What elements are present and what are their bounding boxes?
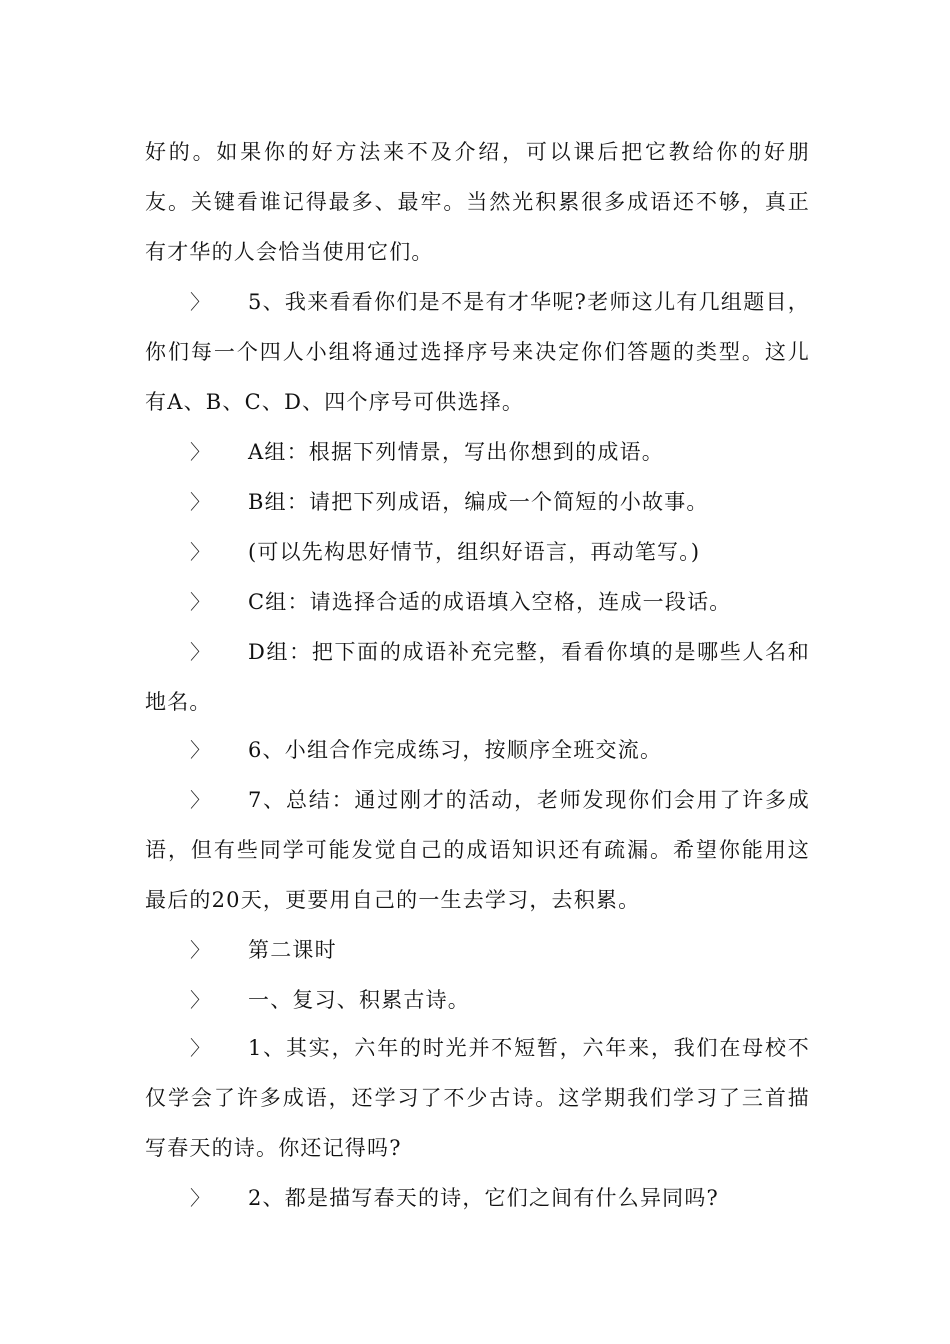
paragraph-text: 一、复习、积累古诗。 [248,988,470,1012]
paragraph-text: 2、都是描写春天的诗，它们之间有什么异同吗? [248,1186,720,1210]
paragraph-text: B组：请把下列成语，编成一个简短的小故事。 [248,490,709,514]
paragraph-step-5 [145,277,810,427]
section-heading-review-poems [145,975,810,1025]
bullet-arrow-icon: 〉 [190,738,212,762]
bullet-arrow-icon: 〉 [190,1036,212,1060]
bullet-arrow-icon: 〉 [190,640,212,664]
bullet-arrow-icon: 〉 [190,290,212,314]
paragraph-text: A组：根据下列情景，写出你想到的成语。 [248,440,664,464]
paragraph-poem-step-2 [145,1173,810,1223]
paragraph-text: 6、小组合作完成练习，按顺序全班交流。 [248,738,663,762]
paragraph-text: 第二课时 [248,938,337,962]
paragraph-step-7-summary [145,775,810,925]
paragraph-text: 1、其实，六年的时光并不短暂，六年来，我们在母校不仅学会了许多成语，还学习了不少古诗。这学期我们学习了三首描写春天的诗。你还记得吗? [145,1036,810,1160]
bullet-arrow-icon: 〉 [190,788,212,812]
paragraph-group-b-note [145,527,810,577]
paragraph-text: 好的。如果你的好方法来不及介绍，可以课后把它教给你的好朋友。关键看谁记得最多、最牢。当然光积累很多成语还不够，真正有才华的人会恰当使用它们。 [145,140,810,264]
paragraph-group-c [145,577,810,627]
bullet-arrow-icon: 〉 [190,440,212,464]
paragraph-text: (可以先构思好情节，组织好语言，再动笔写。) [248,540,701,564]
paragraph-group-b [145,477,810,527]
paragraph-poem-step-1 [145,1023,810,1173]
bullet-arrow-icon: 〉 [190,490,212,514]
bullet-arrow-icon: 〉 [190,590,212,614]
paragraph-text: C组：请选择合适的成语填入空格，连成一段话。 [248,590,732,614]
bullet-arrow-icon: 〉 [190,1186,212,1210]
bullet-arrow-icon: 〉 [190,540,212,564]
bullet-arrow-icon: 〉 [190,988,212,1012]
bullet-arrow-icon: 〉 [190,938,212,962]
paragraph-group-d [145,627,810,727]
paragraph-step-6 [145,725,810,775]
paragraph-text: 7、总结：通过刚才的活动，老师发现你们会用了许多成语，但有些同学可能发觉自己的成语知识还有疏漏。希望你能用这最后的20天，更要用自己的一生去学习，去积累。 [145,788,810,912]
paragraph-text: 5、我来看看你们是不是有才华呢?老师这儿有几组题目，你们每一个四人小组将通过选择序号来决定你们答题的类型。这儿有A、B、C、D、四个序号可供选择。 [145,290,810,414]
paragraph-intro-continuation [145,127,810,277]
paragraph-group-a [145,427,810,477]
section-heading-second-lesson [145,925,810,975]
paragraph-text: D组：把下面的成语补充完整，看看你填的是哪些人名和地名。 [145,640,810,714]
